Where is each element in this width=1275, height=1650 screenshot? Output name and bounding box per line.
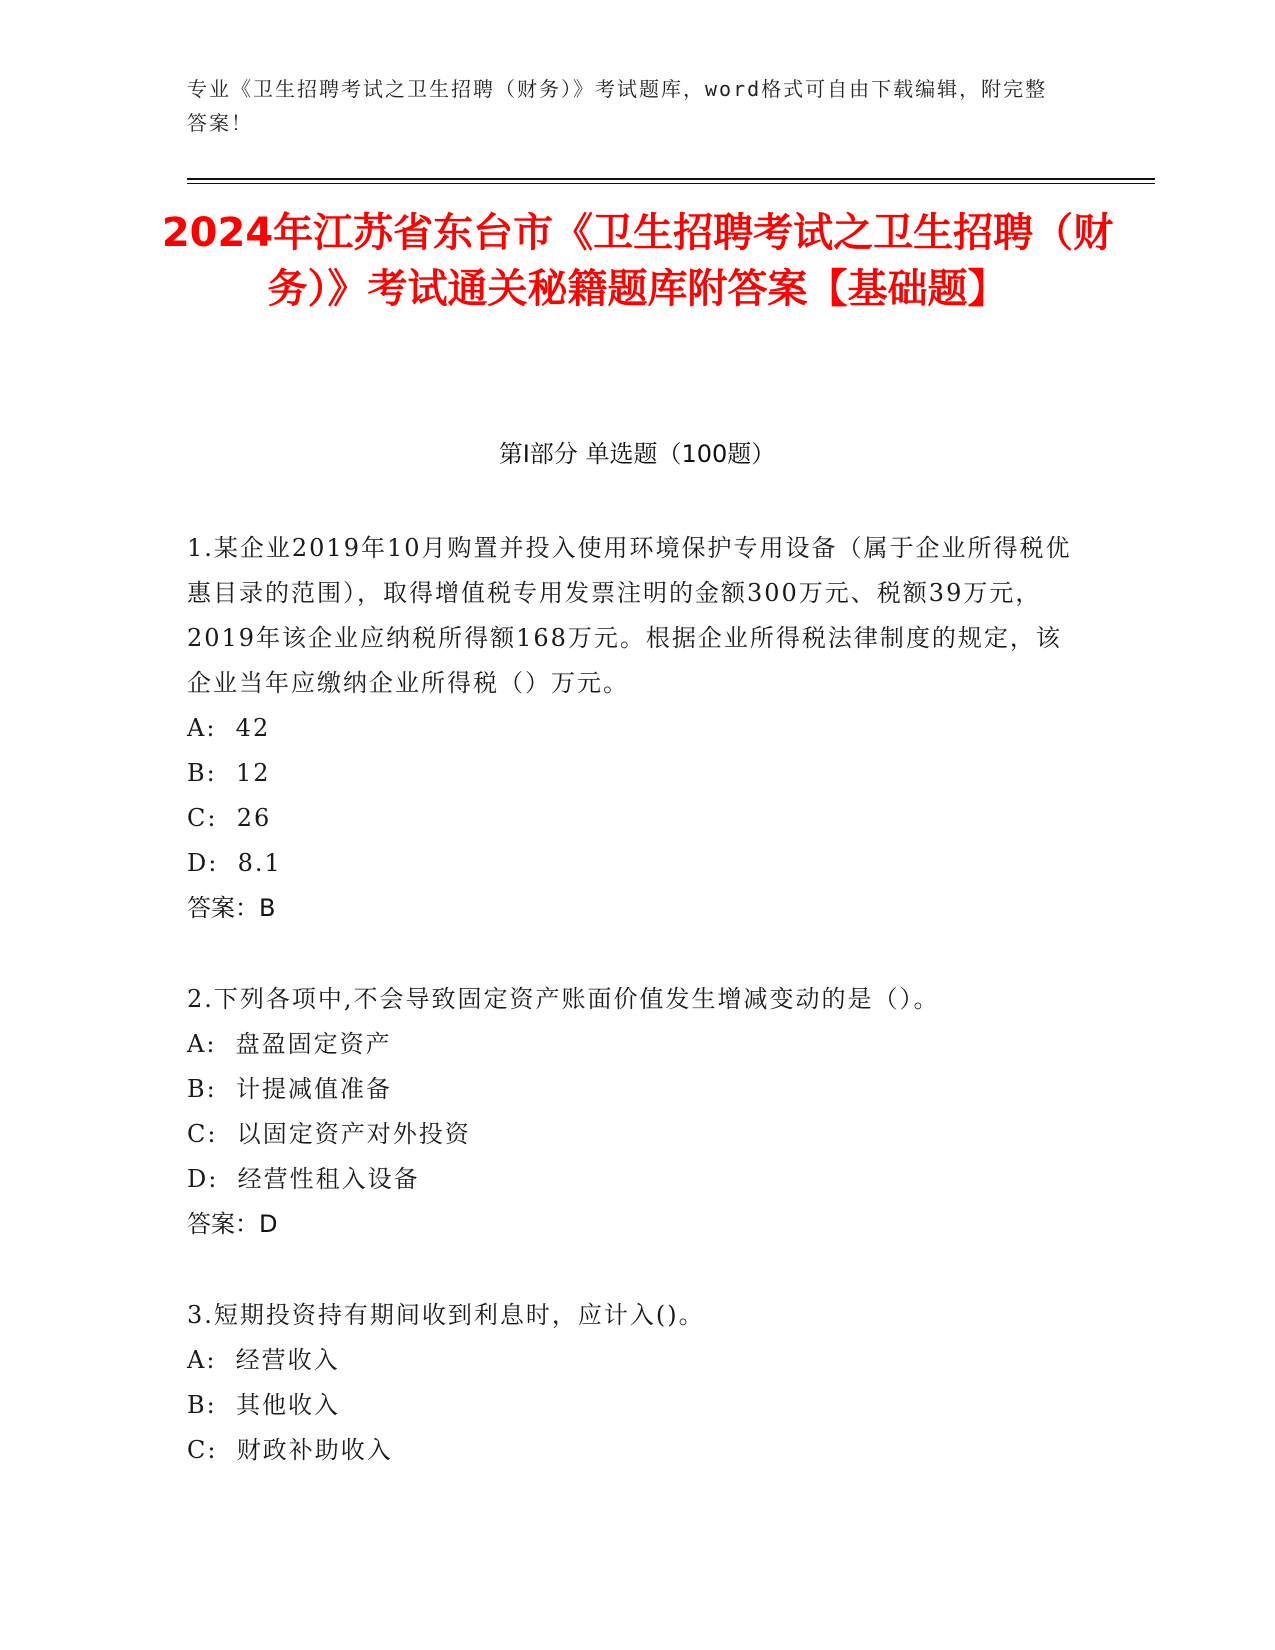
question-1 xyxy=(187,526,1087,931)
option-d: D: 经营性租入设备 xyxy=(187,1165,420,1193)
option-c: C: 财政补助收入 xyxy=(187,1436,393,1464)
option-b: B: 其他收入 xyxy=(187,1391,340,1419)
header-divider xyxy=(187,178,1155,180)
document-title: 2024年江苏省东台市《卫生招聘考试之卫生招聘（财务）》考试通关秘籍题库附答案【基础题】 xyxy=(161,210,1114,312)
answer: 答案：D xyxy=(187,1210,278,1238)
option-d: D: 8.1 xyxy=(187,849,282,877)
question-3 xyxy=(187,1293,1087,1473)
question-text: 3.短期投资持有期间收到利息时，应计入()。 xyxy=(187,1301,705,1329)
option-c: C: 以固定资产对外投资 xyxy=(187,1120,471,1148)
question-text: 2.下列各项中,不会导致固定资产账面价值发生增减变动的是（）。 xyxy=(187,985,940,1013)
option-a: A: 盘盈固定资产 xyxy=(187,1030,392,1058)
option-b: B: 12 xyxy=(187,759,271,787)
option-c: C: 26 xyxy=(187,804,272,832)
header-divider-thin xyxy=(187,183,1155,184)
question-2 xyxy=(187,977,1087,1247)
section-title: 第I部分 单选题（100题） xyxy=(498,440,776,468)
header-note: 专业《卫生招聘考试之卫生招聘（财务）》考试题库，word格式可自由下载编辑，附完整答案！ xyxy=(187,77,1048,135)
answer: 答案：B xyxy=(187,894,276,922)
question-text: 1.某企业2019年10月购置并投入使用环境保护专用设备（属于企业所得税优惠目录的范围），取得增值税专用发票注明的金额300万元、税额39万元，2019年该企业应纳税所得额168万元。根据企业所得税法律制度的规定，该企业当年应缴纳企业所得税（）万元。 xyxy=(187,534,1072,697)
question-list xyxy=(187,526,1087,1519)
option-a: A: 经营收入 xyxy=(187,1346,340,1374)
option-b: B: 计提减值准备 xyxy=(187,1075,392,1103)
option-a: A: 42 xyxy=(187,714,271,742)
